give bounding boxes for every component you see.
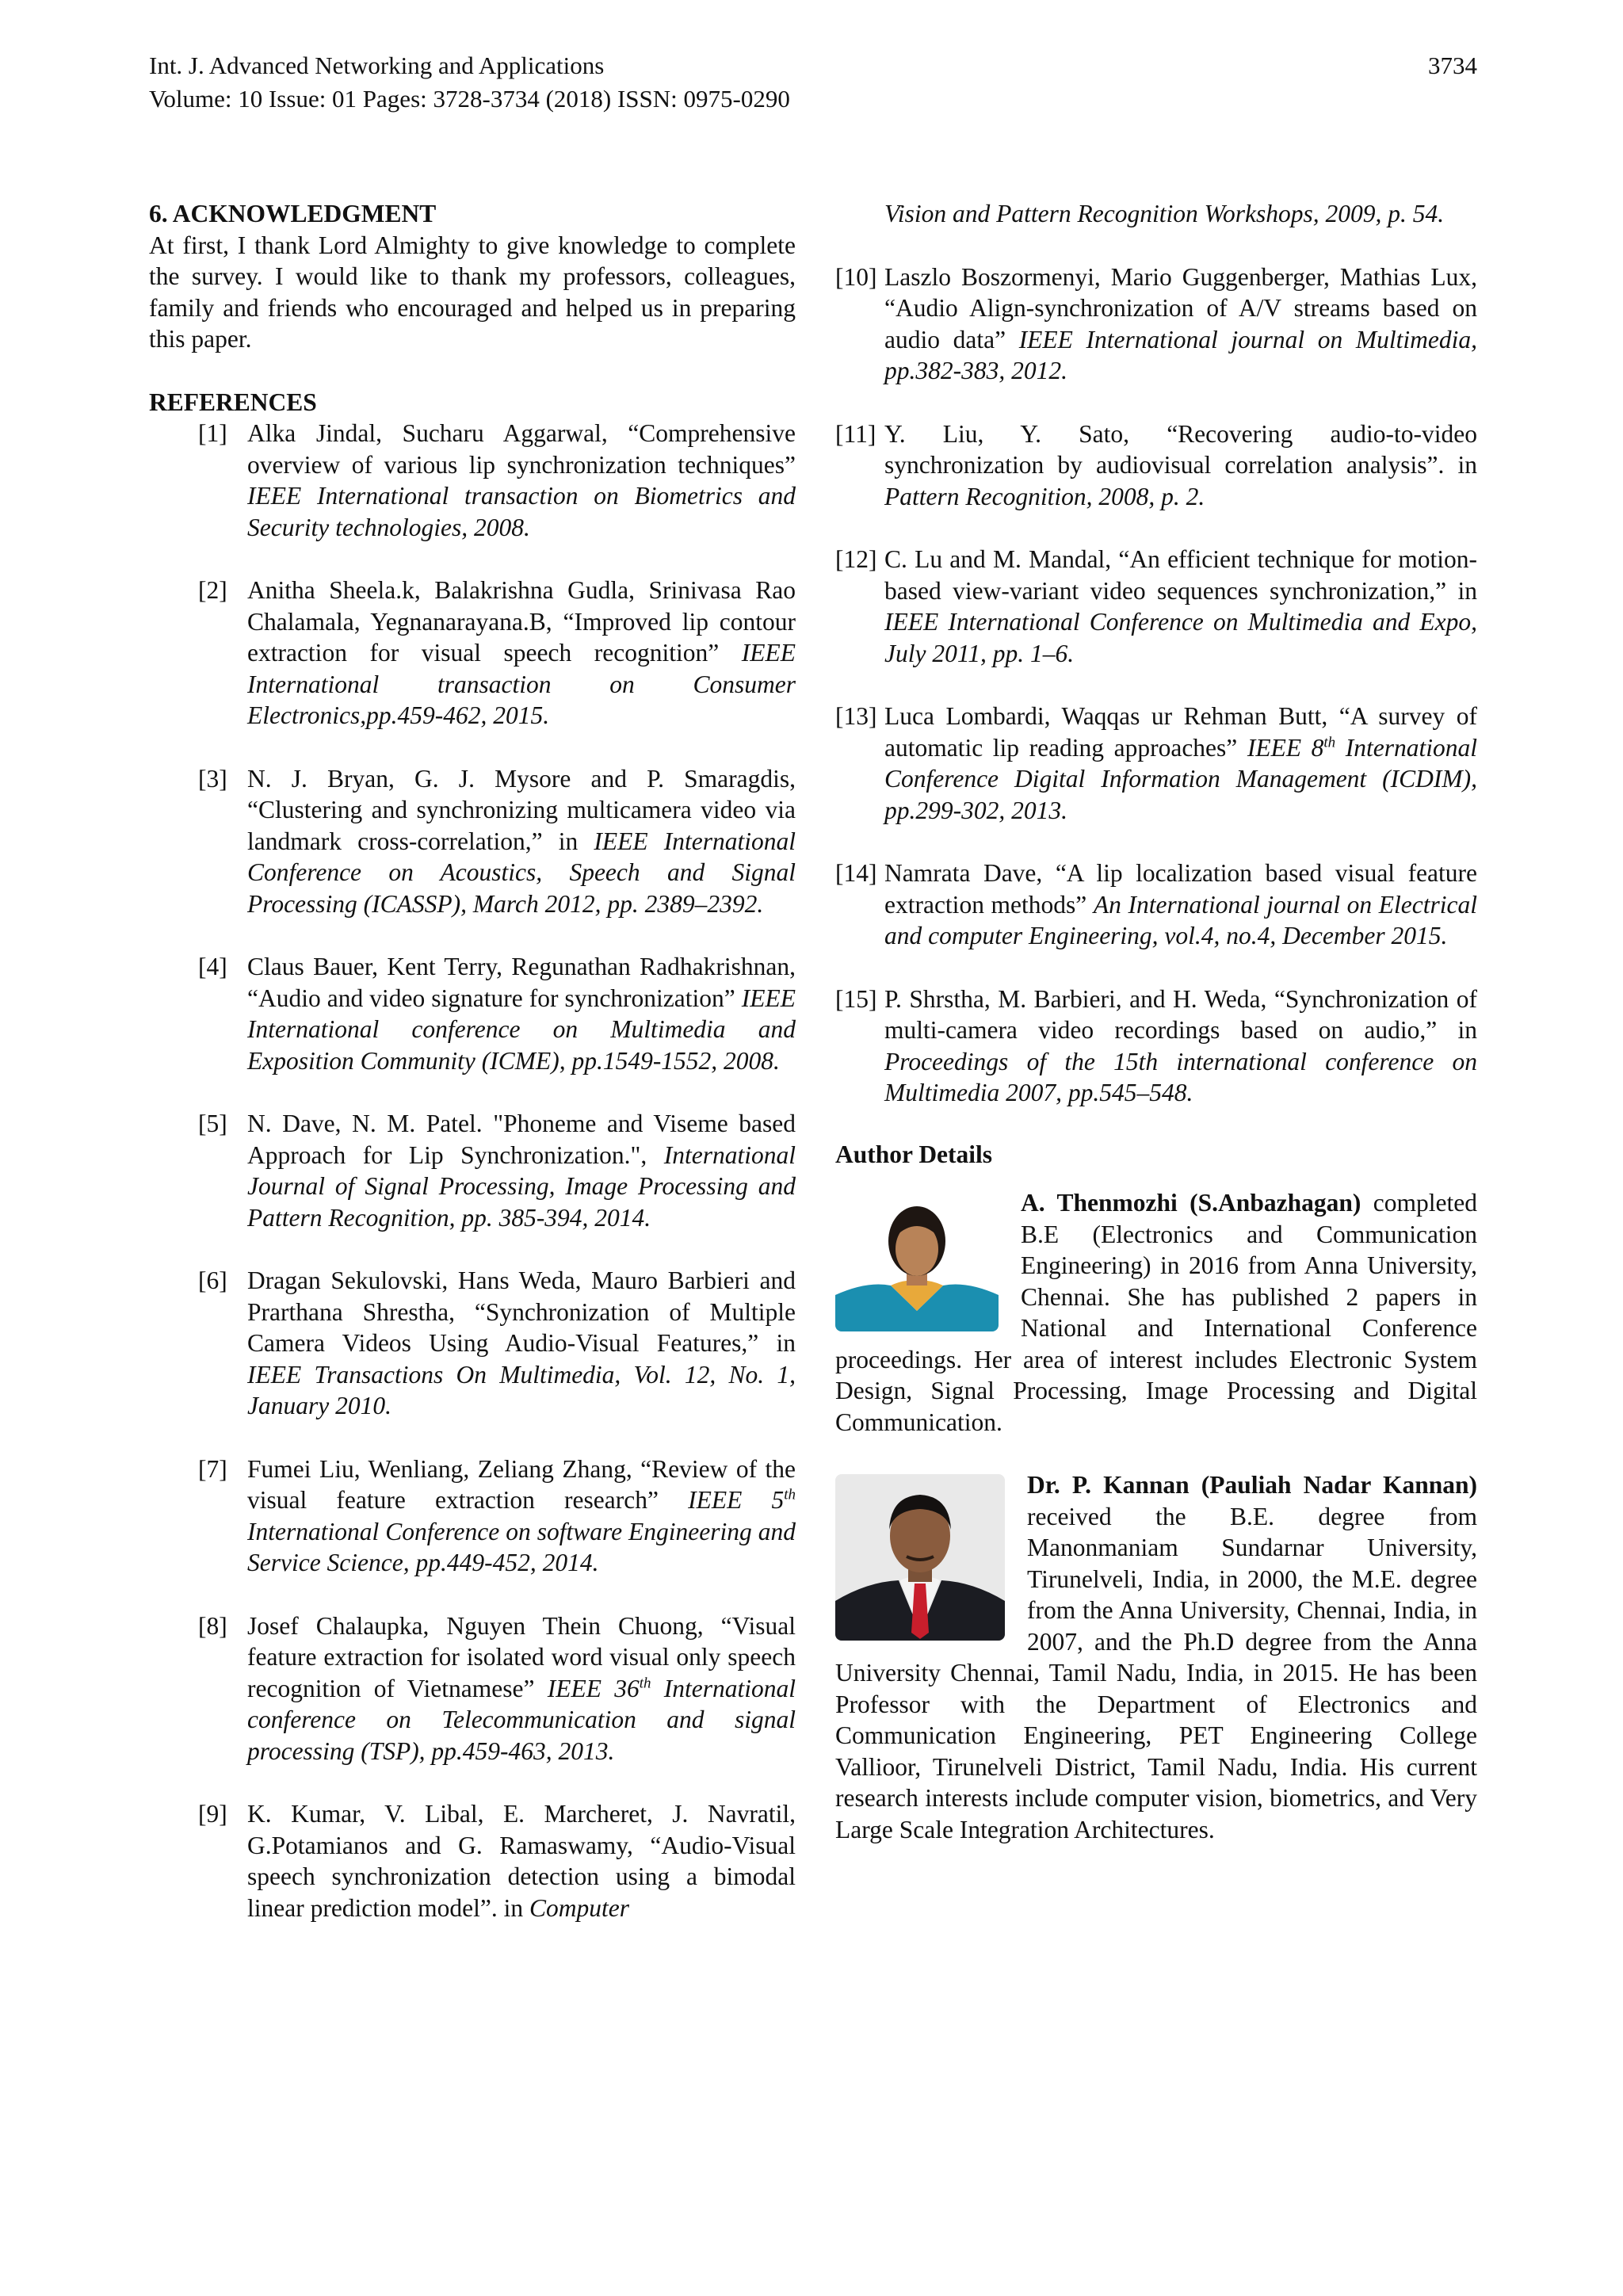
- reference-text: Josef Chalaupka, Nguyen Thein Chuong, “Visual feature extraction for isolated word visual only speech recognition of Vietnamese”: [247, 1611, 796, 1702]
- reference-text: Claus Bauer, Kent Terry, Regunathan Radhakrishnan, “Audio and video signature for synchronization”: [247, 953, 796, 1012]
- reference-1: [149, 418, 796, 543]
- reference-number: [4]: [198, 953, 227, 980]
- reference-source: IEEE International conference on Multimedia and Exposition Community (ICME), pp.1549-1552, 2008.: [247, 984, 796, 1075]
- reference-2: [149, 575, 796, 732]
- reference-source: Vision and Pattern Recognition Workshops, 2009, p. 54.: [884, 200, 1445, 227]
- reference-number: [13]: [835, 702, 877, 730]
- reference-11: [835, 418, 1477, 513]
- volume-line: Volume: 10 Issue: 01 Pages: 3728-3734 (2018) ISSN: 0975-0290: [149, 85, 790, 113]
- reference-9-continued: [835, 198, 1477, 230]
- reference-text: C. Lu and M. Mandal, “An efficient technique for motion-based view-variant video sequences synchronization,” in: [884, 545, 1477, 605]
- journal-name: Int. J. Advanced Networking and Applications: [149, 52, 605, 79]
- acknowledgment-heading: 6. ACKNOWLEDGMENT: [149, 200, 437, 227]
- author-2-photo: [835, 1474, 1005, 1641]
- reference-number: [7]: [198, 1454, 227, 1483]
- reference-number: [9]: [198, 1800, 227, 1828]
- reference-number: [10]: [835, 262, 877, 291]
- author-1-name: A. Thenmozhi (S.Anbazhagan): [1021, 1189, 1361, 1217]
- reference-7: [149, 1454, 796, 1579]
- reference-5: [149, 1108, 796, 1233]
- reference-text: P. Shrstha, M. Barbieri, and H. Weda, “Synchronization of multi-camera video recordings based on audio,” in: [884, 984, 1477, 1044]
- reference-source: IEEE International transaction on Consumer Electronics,pp.459-462, 2015.: [247, 639, 796, 729]
- reference-source: Computer: [529, 1893, 630, 1922]
- reference-number: [12]: [835, 545, 877, 573]
- author-1-photo: [835, 1192, 999, 1331]
- reference-source: IEEE 5th International Conference on software Engineering and Service Science, pp.449-452, 2014.: [247, 1486, 796, 1576]
- reference-source: IEEE Transactions On Multimedia, Vol. 12, No. 1, January 2010.: [247, 1360, 796, 1419]
- reference-text: K. Kumar, V. Libal, E. Marcheret, J. Navratil, G.Potamianos and G. Ramaswamy, “Audio-Visual speech synchronization detection using a bimodal linear prediction model”. in: [247, 1800, 796, 1922]
- right-column: [835, 198, 1477, 1845]
- reference-number: [8]: [198, 1611, 227, 1640]
- reference-source: Proceedings of the 15th international conference on Multimedia 2007, pp.545–548.: [884, 1047, 1477, 1106]
- author-1-bio: completed B.E (Electronics and Communication Engineering) in 2016 from Anna University, Chennai. She has published 2 papers in National and International Conference proceedings. Her area of interest includes Electronic System Design, Signal Processing, Image Processing and Digital Communication.: [835, 1189, 1477, 1436]
- left-column: [149, 198, 796, 1955]
- reference-10: [835, 262, 1477, 387]
- reference-15: [835, 984, 1477, 1109]
- author-1: [835, 1187, 1477, 1438]
- reference-4: [149, 951, 796, 1076]
- reference-text: Laszlo Boszormenyi, Mario Guggenberger, Mathias Lux, “Audio Align-synchronization of A/V streams based on audio data”: [884, 262, 1477, 353]
- acknowledgment-text: At first, I thank Lord Almighty to give knowledge to complete the survey. I would like to thank my professors, colleagues, family and friends who encouraged and helped us in preparing this paper.: [149, 231, 796, 353]
- reference-number: [3]: [198, 764, 227, 793]
- reference-source: IEEE International Conference on Acoustics, Speech and Signal Processing (ICASSP), March 2012, pp. 2389–2392.: [247, 827, 796, 918]
- reference-number: [14]: [835, 859, 877, 887]
- reference-14: [835, 858, 1477, 952]
- reference-3: [149, 763, 796, 920]
- reference-number: [11]: [835, 419, 876, 448]
- page-number: 3734: [1428, 52, 1477, 79]
- reference-source: IEEE International journal on Multimedia, pp.382-383, 2012.: [884, 325, 1477, 384]
- reference-text: Dragan Sekulovski, Hans Weda, Mauro Barbieri and Prarthana Shrestha, “Synchronization of Multiple Camera Videos Using Audio-Visual Features,” in: [247, 1266, 796, 1357]
- reference-text: Alka Jindal, Sucharu Aggarwal, “Comprehensive overview of various lip synchronization techniques”: [247, 419, 796, 479]
- reference-source: IEEE 36th International conference on Telecommunication and signal processing (TSP), pp.459-463, 2013.: [247, 1674, 796, 1765]
- author-details-heading: Author Details: [835, 1140, 993, 1168]
- reference-13: [835, 701, 1477, 826]
- reference-number: [1]: [198, 419, 227, 447]
- reference-9: [149, 1798, 796, 1924]
- reference-12: [835, 544, 1477, 669]
- reference-text: Namrata Dave, “A lip localization based visual feature extraction methods”: [884, 859, 1477, 919]
- author-2-name: Dr. P. Kannan (Pauliah Nadar Kannan): [1027, 1471, 1477, 1499]
- reference-text: Luca Lombardi, Waqqas ur Rehman Butt, “A survey of automatic lip reading approaches”: [884, 702, 1477, 762]
- reference-number: [2]: [198, 576, 227, 604]
- reference-8: [149, 1610, 796, 1767]
- reference-text: N. J. Bryan, G. J. Mysore and P. Smaragdis, “Clustering and synchronizing multicamera video via landmark cross-correlation,” in: [247, 764, 796, 855]
- reference-text: Y. Liu, Y. Sato, “Recovering audio-to-video synchronization by audiovisual correlation analysis”. in: [884, 419, 1477, 479]
- reference-source: IEEE 8th International Conference Digital Information Management (ICDIM), pp.299-302, 2013.: [884, 733, 1477, 824]
- reference-text: N. Dave, N. M. Patel. "Phoneme and Viseme based Approach for Lip Synchronization.",: [247, 1110, 796, 1169]
- reference-text: Anitha Sheela.k, Balakrishna Gudla, Srinivasa Rao Chalamala, Yegnanarayana.B, “Improved lip contour extraction for visual speech recognition”: [247, 576, 796, 667]
- references-heading: REFERENCES: [149, 388, 317, 416]
- reference-source: IEEE International transaction on Biometrics and Security technologies, 2008.: [247, 482, 796, 541]
- reference-source: International Journal of Signal Processing, Image Processing and Pattern Recognition, pp. 385-394, 2014.: [247, 1140, 796, 1232]
- reference-number: [15]: [835, 984, 877, 1013]
- reference-number: [5]: [198, 1110, 227, 1137]
- reference-source: An International journal on Electrical and computer Engineering, vol.4, no.4, December 2015.: [884, 890, 1477, 949]
- reference-6: [149, 1265, 796, 1422]
- page-header: [149, 49, 1477, 116]
- author-2: [835, 1469, 1477, 1845]
- reference-number: [6]: [198, 1266, 227, 1294]
- reference-source: IEEE International Conference on Multimedia and Expo, July 2011, pp. 1–6.: [884, 608, 1477, 667]
- reference-source: Pattern Recognition, 2008, p. 2.: [884, 482, 1205, 510]
- author-2-bio: received the B.E. degree from Manonmaniam Sundarnar University, Tirunelveli, India, in 2000, the M.E. degree from the Anna University, Chennai, India, in 2007, and the Ph.D degree from the Anna University Chennai, Tamil Nadu, India, in 2015. He has been Professor with the Department of Electronics and Communication Engineering, PET Engineering College Vallioor, Tirunelveli District, Tamil Nadu, India. His current research interests include computer vision, biometrics, and Very Large Scale Integration Architectures.: [835, 1502, 1477, 1843]
- reference-text: Fumei Liu, Wenliang, Zeliang Zhang, “Review of the visual feature extraction research”: [247, 1454, 796, 1514]
